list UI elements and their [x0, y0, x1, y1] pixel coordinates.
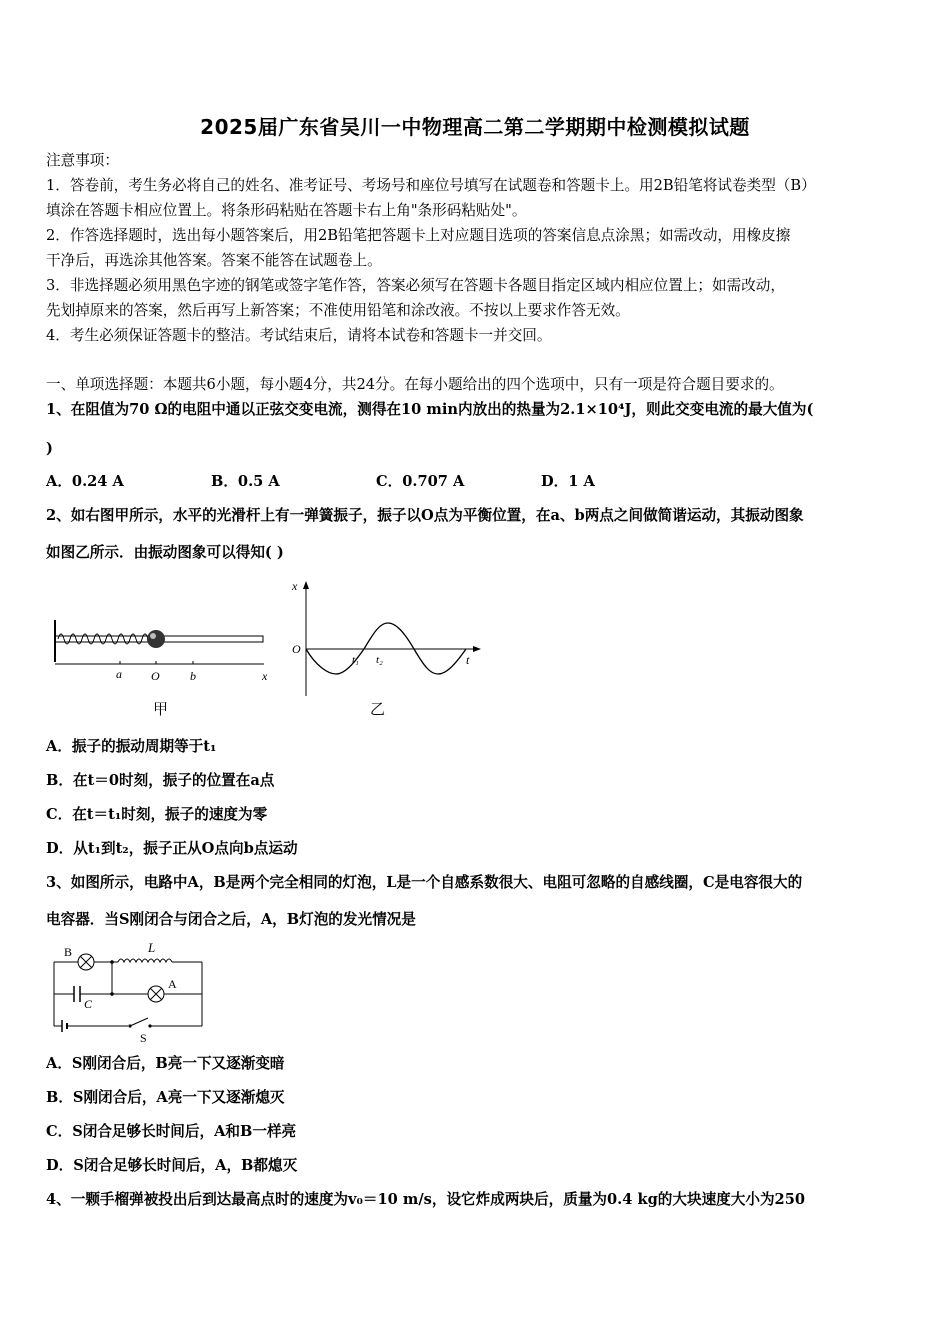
vibration-graph-figure [288, 578, 488, 720]
label-a: a [116, 667, 122, 681]
q4-stem: 4、一颗手榴弹被投出后到达最高点时的速度为v₀＝10 m/s，设它炸成两块后，质量为0.4 kg的大块速度大小为250 [46, 1191, 805, 1208]
q2-option-a: A．振子的振动周期等于t₁ [46, 738, 217, 755]
circuit-figure [48, 938, 208, 1045]
graph-label-t1: t₁ [352, 654, 359, 666]
spring-oscillator-figure [50, 620, 280, 720]
junction-dot [110, 992, 114, 996]
notice-line: 3．非选择题必须用黑色字迹的钢笔或签字笔作答，答案必须写在答题卡各题目指定区域内相应位置上；如需改动， [46, 277, 785, 294]
q2-stem-1: 2、如右图甲所示，水平的光滑杆上有一弹簧振子，振子以O点为平衡位置，在a、b两点之间做简谐运动，其振动图象 [46, 507, 804, 524]
q3-option-c: C．S闭合足够长时间后，A和B一样亮 [46, 1123, 297, 1140]
q1-stem-end: ) [46, 440, 53, 457]
ball-highlight [150, 633, 156, 639]
q2-option-d: D．从t₁到t₂，振子正从O点向b点运动 [46, 840, 298, 857]
q1-stem: 1、在阻值为70 Ω的电阻中通以正弦交变电流，测得在10 min内放出的热量为2.1×10⁴J，则此交变电流的最大值为( [46, 401, 814, 418]
oscillator-ball [147, 630, 165, 648]
label-a: A [168, 977, 177, 991]
q2-option-b: B．在t＝0时刻，振子的位置在a点 [46, 772, 275, 789]
notice-line: 干净后，再选涂其他答案。答案不能答在试题卷上。 [46, 252, 382, 269]
q1-option-d: D．1 A [541, 473, 595, 490]
figure-label-yi: 乙 [370, 702, 386, 718]
q3-stem-2: 电容器．当S刚闭合与闭合之后，A，B灯泡的发光情况是 [46, 911, 416, 928]
notice-heading: 注意事项： [46, 152, 119, 169]
section-heading: 一、单项选择题：本题共6小题，每小题4分，共24分。在每小题给出的四个选项中，只有一项是符合题目要求的。 [46, 376, 784, 393]
q1-option-a: A．0.24 A [46, 473, 124, 490]
q3-option-a: A．S刚闭合后，B亮一下又逐渐变暗 [46, 1055, 285, 1072]
q1-option-b: B．0.5 A [211, 473, 280, 490]
graph-label-x: x [292, 579, 298, 593]
notice-line: 4．考生必须保证答题卡的整洁。考试结束后，请将本试卷和答题卡一并交回。 [46, 327, 552, 344]
label-x: x [262, 669, 268, 683]
q3-option-d: D．S闭合足够长时间后，A，B都熄灭 [46, 1157, 298, 1174]
graph-label-t2: t₂ [376, 654, 383, 666]
q3-stem-1: 3、如图所示，电路中A，B是两个完全相同的灯泡，L是一个自感系数很大、电阻可忽略的自感线圈，C是电容很大的 [46, 874, 803, 891]
axis-arrow [473, 646, 481, 652]
label-l: L [148, 940, 156, 955]
q1-option-c: C．0.707 A [376, 473, 465, 490]
notice-line: 填涂在答题卡相应位置上。将条形码粘贴在答题卡右上角"条形码粘贴处"。 [46, 202, 527, 219]
notice-line: 先划掉原来的答案，然后再写上新答案；不准使用铅笔和涂改液。不按以上要求作答无效。 [46, 302, 630, 319]
figure-label-jia: 甲 [153, 702, 169, 718]
label-c: C [84, 997, 93, 1011]
q3-option-b: B．S刚闭合后，A亮一下又逐渐熄灭 [46, 1089, 285, 1106]
label-b: b [190, 669, 196, 683]
q2-stem-2: 如图乙所示．由振动图象可以得知( ) [46, 544, 284, 561]
graph-label-t: t [466, 653, 470, 667]
graph-label-o: O [292, 642, 301, 656]
label-b: B [64, 945, 73, 959]
notice-line: 2．作答选择题时，选出每小题答案后，用2B铅笔把答题卡上对应题目选项的答案信息点涂黑；如需改动，用橡皮擦 [46, 227, 791, 244]
q2-option-c: C．在t＝t₁时刻，振子的速度为零 [46, 806, 268, 823]
label-o: O [151, 669, 160, 683]
label-s: S [140, 1031, 147, 1045]
switch-lever [130, 1018, 148, 1026]
axis-arrow [303, 581, 309, 589]
page-title: 2025届广东省吴川一中物理高二第二学期期中检测模拟试题 [200, 115, 750, 139]
notice-line: 1．答卷前，考生务必将自己的姓名、准考证号、考场号和座位号填写在试题卷和答题卡上。用2B铅笔将试卷类型（B） [46, 177, 816, 194]
inductor-coil [118, 959, 172, 962]
